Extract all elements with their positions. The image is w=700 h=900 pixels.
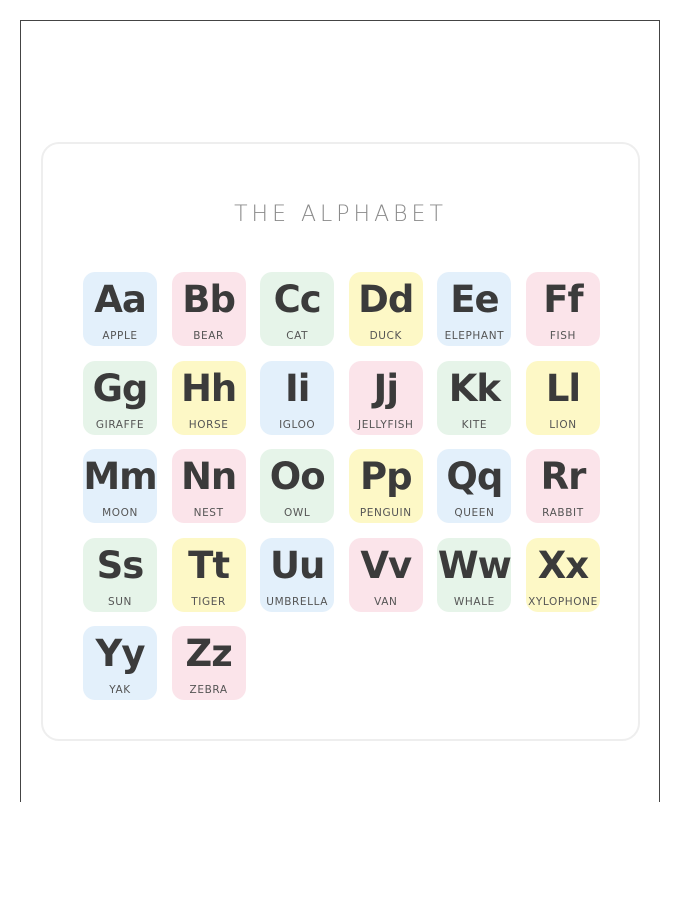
tile-word: GIRAFFE [95,418,145,431]
letter-tile-r[interactable] [526,449,600,523]
tile-letters: Qq [446,455,503,499]
tile-letters: Aa [94,278,146,321]
tile-word: WHALE [453,595,495,608]
tile-word: SUN [107,595,132,608]
tile-letters: Cc [273,278,321,321]
letter-tile-h[interactable] [172,361,246,435]
tile-word: UMBRELLA [266,595,329,608]
tile-word: YAK [109,684,131,697]
letter-tile-e[interactable] [437,272,511,346]
tile-letters: Dd [358,278,414,321]
tile-word: KITE [461,418,488,431]
tile-word: OWL [284,507,311,520]
letter-tile-s[interactable] [83,538,157,612]
letter-tile-p[interactable] [349,449,423,523]
letter-tile-c[interactable] [260,272,334,346]
letter-tile-o[interactable] [260,449,334,523]
tile-letters: Vv [360,543,412,587]
letter-tile-v[interactable] [349,538,423,612]
tile-letters: Rr [540,455,586,499]
letter-tile-b[interactable] [172,272,246,346]
tile-letters: Gg [92,366,148,410]
tile-word: APPLE [102,330,138,342]
tile-letters: Xx [537,543,589,587]
tile-letters: Oo [269,455,325,499]
tile-word: HORSE [188,418,229,431]
tile-letters: Uu [269,543,325,587]
tile-word: VAN [374,595,398,608]
letter-tile-j[interactable] [349,361,423,435]
tile-letters: Nn [180,455,237,499]
tile-word: CAT [286,330,309,342]
letter-tile-z[interactable] [172,626,246,700]
tile-word: ELEPHANT [444,330,505,342]
alphabet-card [41,142,640,741]
tile-letters: Tt [188,543,230,587]
tile-word: XYLOPHONE [528,595,598,608]
letter-tile-y[interactable] [83,626,157,700]
tile-letters: Jj [373,366,398,410]
alphabet-grid [83,272,603,700]
page-title: THE ALPHABET [234,202,447,227]
letter-tile-u[interactable] [260,538,334,612]
tile-letters: Pp [359,455,412,499]
tile-word: PENGUIN [359,507,412,520]
tile-letters: Zz [185,632,232,676]
letter-tile-a[interactable] [83,272,157,346]
tile-letters: Ll [545,366,581,410]
tile-word: IGLOO [279,418,316,431]
tile-word: DUCK [369,330,402,342]
tile-word: TIGER [191,595,226,608]
tile-letters: Ee [450,278,499,321]
letter-tile-f[interactable] [526,272,600,346]
tile-word: MOON [102,507,138,520]
tile-word: QUEEN [454,507,495,520]
tile-letters: Hh [180,366,237,410]
tile-letters: Mm [83,455,157,499]
tile-word: JELLYFISH [358,418,414,431]
tile-letters: Kk [448,366,501,410]
letter-tile-k[interactable] [437,361,511,435]
letter-tile-l[interactable] [526,361,600,435]
tile-letters: Ww [437,543,511,587]
tile-word: ZEBRA [189,684,228,697]
tile-letters: Ii [284,366,310,410]
letter-tile-w[interactable] [437,538,511,612]
letter-tile-d[interactable] [349,272,423,346]
letter-tile-m[interactable] [83,449,157,523]
letter-tile-i[interactable] [260,361,334,435]
tile-word: FISH [549,330,577,342]
letter-tile-n[interactable] [172,449,246,523]
letter-tile-x[interactable] [526,538,600,612]
tile-letters: Yy [95,632,145,676]
letter-tile-q[interactable] [437,449,511,523]
letter-tile-g[interactable] [83,361,157,435]
tile-word: NEST [193,507,224,520]
tile-word: LION [549,418,577,431]
tile-letters: Bb [182,278,235,321]
tile-word: BEAR [193,330,224,342]
tile-letters: Ss [96,543,144,587]
tile-letters: Ff [543,278,583,321]
letter-tile-t[interactable] [172,538,246,612]
tile-word: RABBIT [542,507,584,520]
